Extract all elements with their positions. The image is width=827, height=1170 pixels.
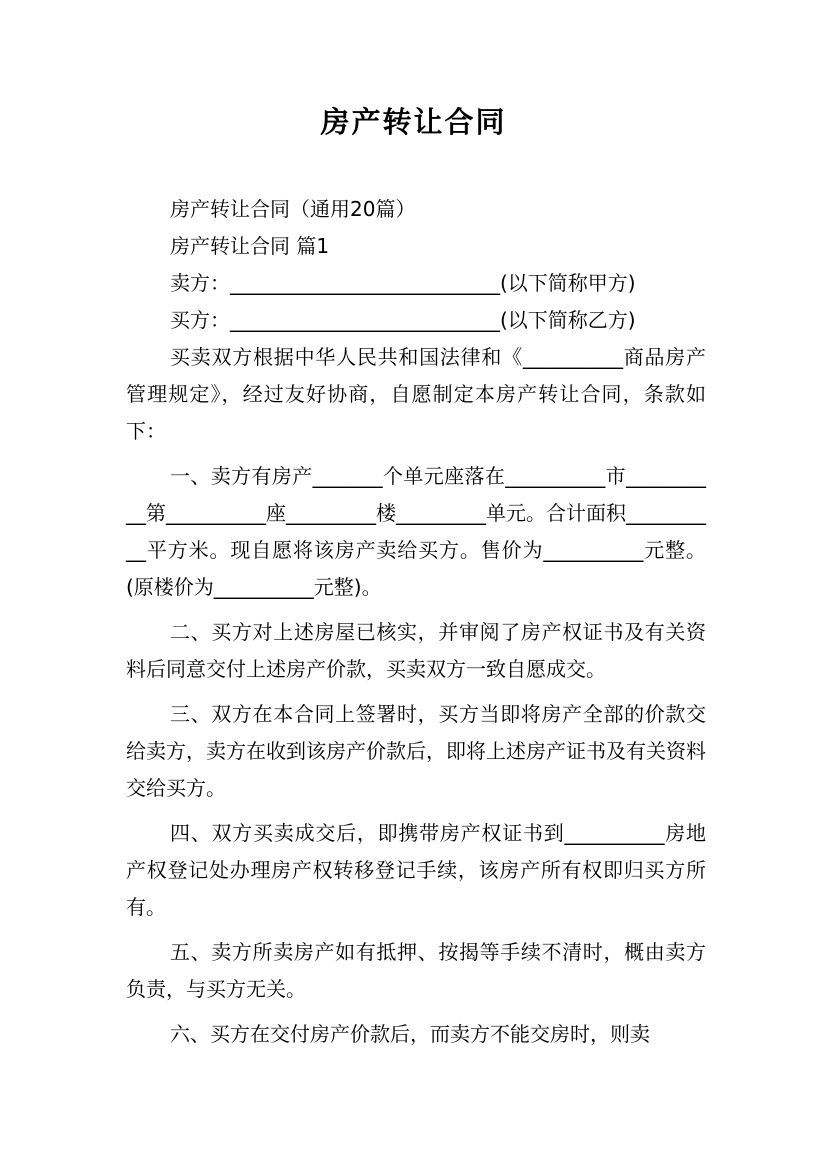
paragraph-clause-2: 二、买方对上述房屋已核实，并审阅了房产权证书及有关资料后同意交付上述房产价款，买卖双方一致自愿成交。 (126, 620, 706, 681)
paragraph-article-number: 房产转让合同 篇1 (170, 234, 330, 258)
paragraph-collection-title: 房产转让合同（通用20篇） (170, 197, 416, 221)
document-body (126, 191, 706, 1053)
paragraph-buyer: 买方：___________________________(以下简称乙方) (170, 308, 636, 332)
paragraph-clause-4: 四、双方买卖成交后，即携带房产权证书到__________房地产权登记处办理房产权转移登记手续，该房产所有权即归买方所有。 (126, 821, 706, 919)
paragraph-clause-5: 五、卖方所卖房产如有抵押、按揭等手续不清时，概由卖方负责，与买方无关。 (126, 940, 706, 1001)
paragraph-intro: 买卖双方根据中华人民共和国法律和《__________商品房产管理规定》，经过友好协商，自愿制定本房产转让合同，条款如下： (126, 345, 706, 443)
paragraph-clause-1: 一、卖方有房产_______个单元座落在__________市__________第__________座_________楼_________单元。合计面积__________平方米。现自愿将该房产卖给买方。售价为__________元整。(原楼价为__________元整)。 (126, 464, 706, 599)
paragraph-clause-3: 三、双方在本合同上签署时，买方当即将房产全部的价款交给卖方，卖方在收到该房产价款后，即将上述房产证书及有关资料交给买方。 (126, 702, 706, 800)
paragraph-seller: 卖方：___________________________(以下简称甲方) (170, 271, 636, 295)
document-title: 房产转让合同 (320, 105, 507, 139)
paragraph-clause-6: 六、买方在交付房产价款后，而卖方不能交房时，则卖 (170, 1022, 650, 1046)
